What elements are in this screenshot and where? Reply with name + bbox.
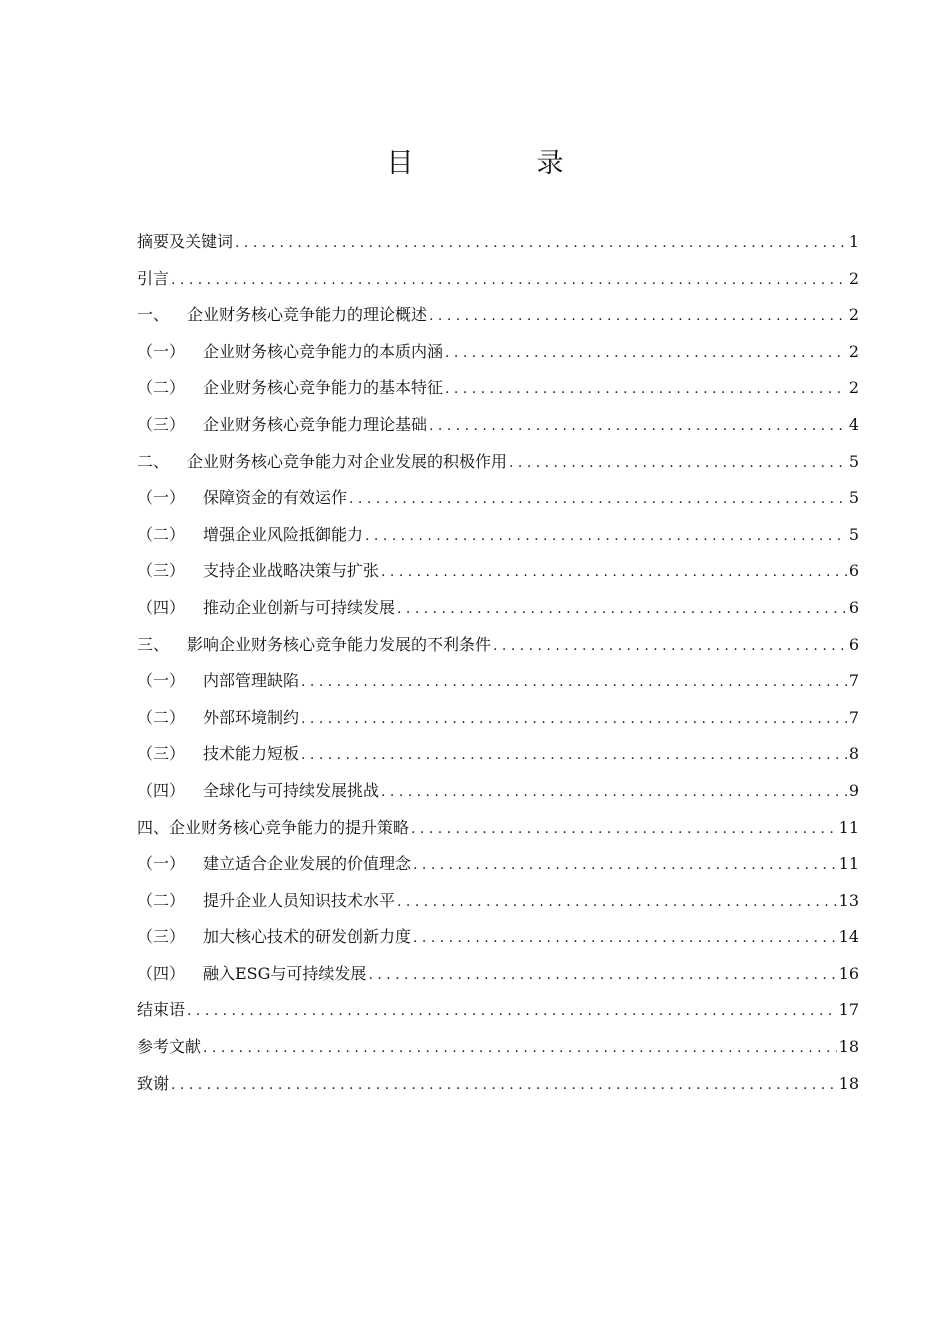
- toc-entry-text: 提升企业人员知识技术水平: [203, 890, 396, 910]
- toc-entry[interactable]: [137, 269, 859, 306]
- toc-entry[interactable]: [137, 635, 859, 672]
- toc-entry-number: （二）: [137, 707, 186, 727]
- toc-entry-page: 5: [848, 524, 859, 544]
- toc-leader-dots: [235, 232, 847, 253]
- toc-entry-page: 17: [838, 1000, 859, 1020]
- toc-entry-text: 保障资金的有效运作: [203, 488, 348, 508]
- toc-entry[interactable]: [137, 561, 859, 598]
- toc-entry-number: 四、: [137, 817, 170, 837]
- toc-entry-text: 企业财务核心竞争能力的提升策略: [169, 817, 410, 837]
- toc-entry-label: [137, 342, 443, 362]
- toc-leader-dots: [509, 452, 847, 473]
- toc-entry-label: [137, 452, 507, 472]
- toc-leader-dots: [397, 891, 837, 912]
- toc-entry-text: 企业财务核心竞争能力的本质内涵: [203, 341, 444, 361]
- toc-entry[interactable]: [137, 854, 859, 891]
- toc-entry-number: （三）: [137, 414, 186, 434]
- toc-entry[interactable]: [137, 415, 859, 452]
- toc-entry-number: （二）: [137, 890, 186, 910]
- toc-leader-dots: [301, 708, 847, 729]
- toc-entry-page: 7: [848, 671, 859, 691]
- toc-entry-number: （四）: [137, 597, 186, 617]
- toc-entry-text: 参考文献: [137, 1037, 202, 1057]
- toc-entry-number: （一）: [137, 671, 186, 691]
- toc-entry-number: （三）: [137, 561, 186, 581]
- toc-entry-text: 企业财务核心竞争能力理论基础: [203, 414, 428, 434]
- toc-entry[interactable]: [137, 1000, 859, 1037]
- toc-entry-label: [137, 378, 443, 398]
- toc-entry-page: 2: [848, 378, 859, 398]
- toc-entry-page: 16: [838, 963, 859, 983]
- toc-entry-page: 6: [848, 634, 859, 654]
- toc-leader-dots: [187, 1000, 837, 1021]
- toc-entry-text: 技术能力短板: [203, 744, 300, 764]
- toc-entry-label: [137, 598, 395, 618]
- toc-leader-dots: [368, 964, 836, 985]
- toc-leader-dots: [445, 342, 847, 363]
- toc-entry-label: [137, 305, 427, 325]
- toc-leader-dots: [365, 525, 847, 546]
- toc-leader-dots: [413, 927, 837, 948]
- toc-entry-page: 14: [838, 927, 859, 947]
- toc-leader-dots: [397, 598, 847, 619]
- toc-entry-number: 一、: [137, 305, 170, 325]
- toc-entry-page: 2: [848, 268, 859, 288]
- toc-entry-label: [137, 708, 299, 728]
- toc-entry[interactable]: [137, 305, 859, 342]
- toc-entry-label: [137, 1037, 201, 1057]
- toc-entry-label: [137, 561, 379, 581]
- toc-leader-dots: [381, 561, 847, 582]
- toc-entry-text: 结束语: [137, 1000, 186, 1020]
- toc-entry-label: [137, 671, 299, 691]
- toc-entry-page: 2: [848, 305, 859, 325]
- toc-entry-page: 7: [848, 707, 859, 727]
- toc-entry-text: 影响企业财务核心竞争能力发展的不利条件: [187, 634, 492, 654]
- toc-entry-text: 摘要及关键词: [137, 232, 234, 251]
- toc-entry-label: [137, 525, 363, 545]
- toc-entry-page: 4: [848, 414, 859, 434]
- toc-entry-text: 全球化与可持续发展挑战: [203, 780, 380, 800]
- toc-entry-label: [137, 744, 299, 764]
- toc-entry-page: 11: [838, 854, 859, 874]
- toc-entry-number: （二）: [137, 378, 186, 398]
- toc-entry-text: 企业财务核心竞争能力的基本特征: [203, 378, 444, 398]
- toc-leader-dots: [445, 378, 847, 399]
- toc-entry-page: 2: [848, 341, 859, 361]
- toc-entry-label: [137, 818, 409, 838]
- toc-entry-text: 融入ESG与可持续发展: [203, 963, 367, 983]
- toc-entry[interactable]: [137, 1074, 859, 1111]
- toc-entry-label: [137, 964, 366, 984]
- toc-entry-text: 企业财务核心竞争能力对企业发展的积极作用: [187, 451, 508, 471]
- toc-entry-page: 1: [848, 232, 859, 251]
- toc-leader-dots: [301, 744, 847, 765]
- toc-entry-label: [137, 269, 169, 289]
- toc-entry[interactable]: [137, 378, 859, 415]
- toc-entry-text: 加大核心技术的研发创新力度: [203, 927, 412, 947]
- toc-entry-label: [137, 232, 233, 252]
- toc-entry-label: [137, 415, 427, 435]
- toc-entry-label: [137, 891, 395, 911]
- toc-entry-text: 建立适合企业发展的价值理念: [203, 854, 412, 874]
- toc-entry[interactable]: [137, 598, 859, 635]
- toc-entry-number: （四）: [137, 963, 186, 983]
- toc-entry[interactable]: [137, 452, 859, 489]
- toc-entry-label: [137, 854, 411, 874]
- toc-entry-page: 5: [848, 488, 859, 508]
- toc-entry-label: [137, 488, 347, 508]
- toc-entry[interactable]: [137, 232, 859, 269]
- toc-entry-text: 外部环境制约: [203, 707, 300, 727]
- toc-entry-label: [137, 781, 379, 801]
- toc-entry-number: （四）: [137, 780, 186, 800]
- toc-leader-dots: [429, 415, 847, 436]
- toc-entry-number: （二）: [137, 524, 186, 544]
- toc-entry-text: 支持企业战略决策与扩张: [203, 561, 380, 581]
- toc-list: [137, 232, 859, 1110]
- toc-entry-page: 11: [838, 817, 859, 837]
- toc-entry-text: 致谢: [137, 1073, 170, 1093]
- toc-leader-dots: [381, 781, 847, 802]
- toc-entry-page: 13: [838, 890, 859, 910]
- toc-leader-dots: [301, 671, 847, 692]
- toc-leader-dots: [171, 269, 847, 290]
- toc-entry-number: （一）: [137, 341, 186, 361]
- toc-entry-number: （三）: [137, 744, 186, 764]
- toc-entry-number: 二、: [137, 451, 170, 471]
- toc-entry[interactable]: [137, 671, 859, 708]
- toc-entry[interactable]: [137, 1037, 859, 1074]
- toc-entry-number: （三）: [137, 927, 186, 947]
- toc-entry-text: 增强企业风险抵御能力: [203, 524, 364, 544]
- toc-entry-number: 三、: [137, 634, 170, 654]
- toc-entry-text: 推动企业创新与可持续发展: [203, 597, 396, 617]
- toc-entry[interactable]: [137, 781, 859, 818]
- toc-entry-page: 8: [848, 744, 859, 764]
- toc-leader-dots: [203, 1037, 837, 1058]
- toc-entry[interactable]: [137, 891, 859, 928]
- toc-leader-dots: [349, 488, 847, 509]
- toc-entry-label: [137, 635, 491, 655]
- toc-entry-page: 18: [838, 1073, 859, 1093]
- toc-entry-label: [137, 1000, 185, 1020]
- toc-entry-number: （一）: [137, 854, 186, 874]
- toc-title: 目 录: [386, 148, 612, 179]
- toc-entry[interactable]: [137, 964, 859, 1001]
- toc-leader-dots: [413, 854, 837, 875]
- toc-entry-page: 9: [848, 780, 859, 800]
- toc-entry-page: 5: [848, 451, 859, 471]
- toc-entry-text: 内部管理缺陷: [203, 671, 300, 691]
- toc-entry-label: [137, 927, 411, 947]
- toc-entry-page: 6: [848, 561, 859, 581]
- toc-entry[interactable]: [137, 818, 859, 855]
- toc-entry[interactable]: [137, 342, 859, 379]
- toc-entry-page: 18: [838, 1037, 859, 1057]
- toc-entry-page: 6: [848, 597, 859, 617]
- toc-leader-dots: [171, 1074, 837, 1095]
- toc-entry[interactable]: [137, 927, 859, 964]
- toc-entry-text: 企业财务核心竞争能力的理论概述: [187, 305, 428, 325]
- toc-leader-dots: [429, 305, 847, 326]
- toc-leader-dots: [411, 818, 837, 839]
- toc-entry[interactable]: [137, 744, 859, 781]
- toc-entry-label: [137, 1074, 169, 1094]
- toc-entry[interactable]: [137, 488, 859, 525]
- toc-entry-text: 引言: [137, 268, 170, 288]
- toc-entry[interactable]: [137, 525, 859, 562]
- toc-entry[interactable]: [137, 708, 859, 745]
- toc-entry-number: （一）: [137, 488, 186, 508]
- toc-leader-dots: [493, 635, 847, 656]
